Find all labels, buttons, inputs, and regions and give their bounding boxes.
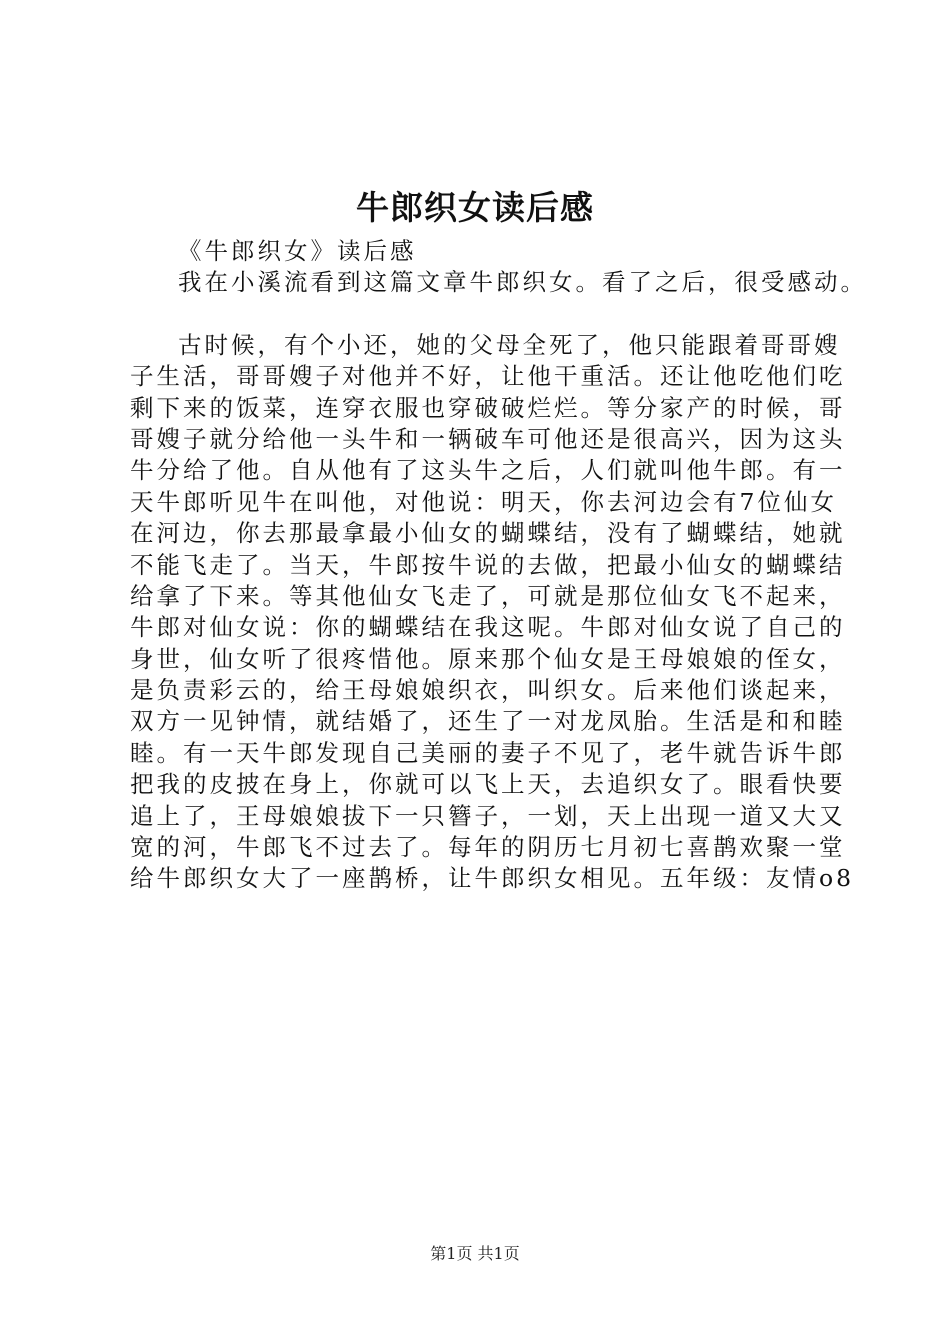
subtitle-line: 《牛郎织女》读后感 xyxy=(178,237,417,265)
paragraph-line: 在河边，你去那最拿最小仙女的蝴蝶结，没有了蝴蝶结，她就 xyxy=(130,519,846,548)
paragraph-line: 睦。有一天牛郎发现自己美丽的妻子不见了，老牛就告诉牛郎 xyxy=(130,738,846,767)
paragraph-line: 子生活，哥哥嫂子对他并不好，让他干重活。还让他吃他们吃 xyxy=(130,362,846,391)
document-title: 牛郎织女读后感 xyxy=(356,188,594,227)
paragraph-line: 牛郎对仙女说：你的蝴蝶结在我这呢。牛郎对仙女说了自己的 xyxy=(130,613,846,642)
paragraph-line: 身世，仙女听了很疼惜他。原来那个仙女是王母娘娘的侄女， xyxy=(130,644,846,673)
page-footer: 第1页 共1页 xyxy=(430,1244,520,1263)
paragraph-line: 是负责彩云的，给王母娘娘织衣，叫织女。后来他们谈起来， xyxy=(130,676,846,705)
paragraph-line: 把我的皮披在身上，你就可以飞上天，去追织女了。眼看快要 xyxy=(130,770,846,799)
paragraph-line: 宽的河，牛郎飞不过去了。每年的阴历七月初七喜鹊欢聚一堂 xyxy=(130,833,846,862)
paragraph-line: 追上了，王母娘娘拔下一只簪子，一划，天上出现一道又大又 xyxy=(130,801,846,830)
paragraph-gap xyxy=(130,299,850,330)
paragraph-line: 牛分给了他。自从他有了这头牛之后，人们就叫他牛郎。有一 xyxy=(130,456,846,485)
paragraph-line: 给拿了下来。等其他仙女飞走了，可就是那位仙女飞不起来， xyxy=(130,581,846,610)
paragraph-line: 双方一见钟情，就结婚了，还生了一对龙凤胎。生活是和和睦 xyxy=(130,707,846,736)
paragraph-line: 哥嫂子就分给他一头牛和一辆破车可他还是很高兴，因为这头 xyxy=(130,424,846,453)
paragraph-line: 天牛郎听见牛在叫他，对他说：明天，你去河边会有7位仙女 xyxy=(130,487,837,516)
intro-line: 我在小溪流看到这篇文章牛郎织女。看了之后，很受感动。 xyxy=(178,268,867,297)
paragraph-line: 剩下来的饭菜，连穿衣服也穿破破烂烂。等分家产的时候，哥 xyxy=(130,393,846,422)
paragraph-line: 古时候，有个小还，她的父母全死了，他只能跟着哥哥嫂 xyxy=(178,330,841,359)
paragraph-line: 给牛郎织女大了一座鹊桥，让牛郎织女相见。五年级：友情o8 xyxy=(130,864,855,893)
paragraph-line: 不能飞走了。当天，牛郎按牛说的去做，把最小仙女的蝴蝶结 xyxy=(130,550,846,579)
document-body xyxy=(130,236,867,895)
